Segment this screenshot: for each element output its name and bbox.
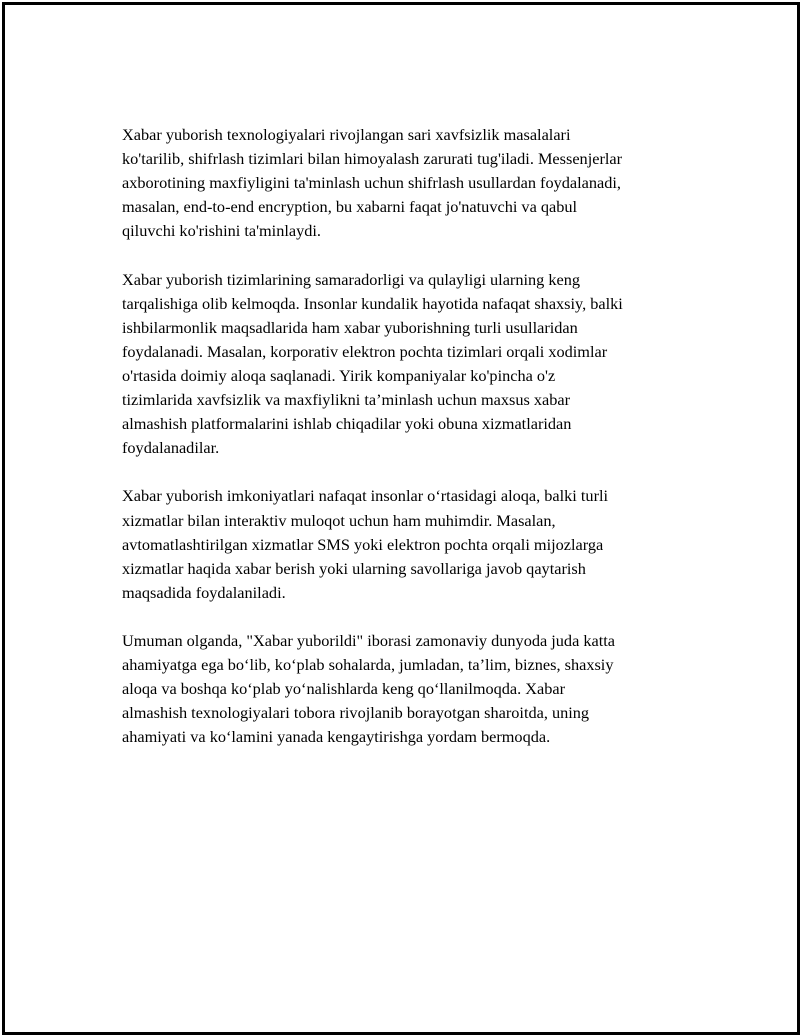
document-page: [2, 2, 800, 1035]
paragraph-4: Umuman olganda, "Xabar yuborildi" iborasi zamonaviy dunyoda juda katta ahamiyatga ega bo‘lib, ko‘plab sohalarda, jumladan, ta’lim, biznes, shaxsiy aloqa va boshqa ko‘plab yo‘nalishlarda keng qo‘llanilmoqda. Xabar almashish texnologiyalari tobora rivojlanib borayotgan sharoitda, uning ahamiyati va ko‘lamini yanada kengaytirishga yordam bermoqda.: [122, 630, 616, 747]
paragraph-1: Xabar yuborish texnologiyalari rivojlangan sari xavfsizlik masalalari ko'tarilib, shifrlash tizimlari bilan himoyalash zarurati tug'iladi. Messenjerlar axborotining maxfiyligini ta'minlash uchun shifrlash usullardan foydalanadi, masalan, end-to-end encryption, bu xabarni faqat jo'natuvchi va qabul qiluvchi ko'rishini ta'minlaydi.: [122, 125, 623, 241]
paragraph-3: Xabar yuborish imkoniyatlari nafaqat insonlar o‘rtasidagi aloqa, balki turli xizmatlar bilan interaktiv muloqot uchun ham muhimdir. Masalan, avtomatlashtirilgan xizmatlar SMS yoki elektron pochta orqali mijozlarga xizmatlar haqida xabar berish yoki ularning savollariga javob qaytarish maqsadida foydalaniladi.: [122, 486, 609, 602]
paragraph-2: Xabar yuborish tizimlarining samaradorligi va qulayligi ularning keng tarqalishiga olib kelmoqda. Insonlar kundalik hayotida nafaqat shaxsiy, balki ishbilarmonlik maqsadlarida ham xabar yuborishning turli usullaridan foydalanadi. Masalan, korporativ elektron pochta tizimlari orqali xodimlar o'rtasida doimiy aloqa saqlanadi. Yirik kompaniyalar ko'pincha o'z tizimlarida xavfsizlik va maxfiylikni ta’minlash uchun maxsus xabar almashish platformalarini ishlab chiqadilar yoki obuna xizmatlaridan foydalanadilar.: [122, 269, 623, 458]
document-body: [122, 123, 692, 774]
